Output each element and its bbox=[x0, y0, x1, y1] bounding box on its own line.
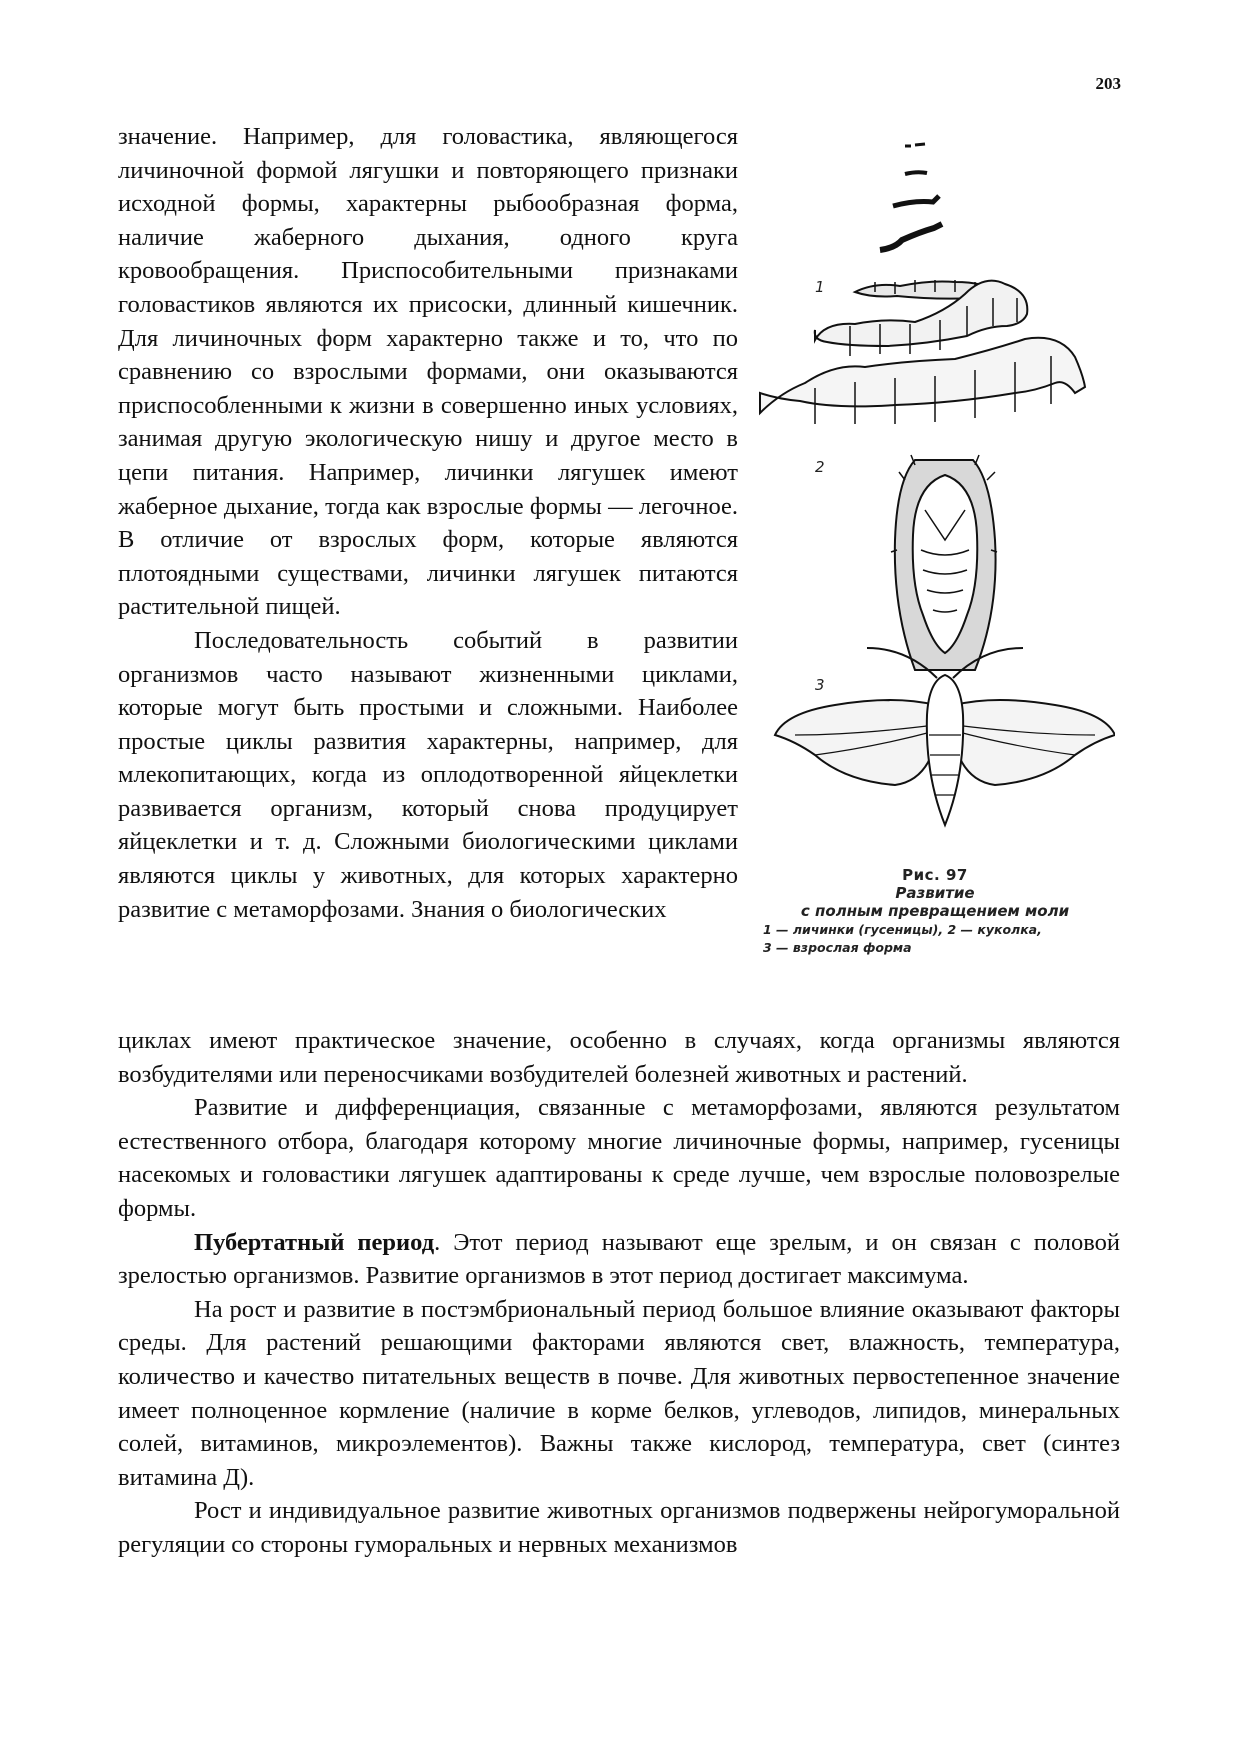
caption-legend-line-2: 3 — взрослая форма bbox=[763, 940, 912, 955]
moth-wing-right bbox=[955, 700, 1115, 785]
paragraph-metamorphosis: Развитие и дифференциация, связанные с метаморфозами, являются результатом естественного отбора, благодаря которому многие личиночные формы, например, гусеницы насекомых и головастики лягушек адаптированы к среде лучше, чем взрослые половозрелые формы. bbox=[118, 1094, 1120, 1222]
figure-moth-development bbox=[755, 130, 1115, 1010]
caption-legend-line-1: 1 — личинки (гусеницы), 2 — куколка, bbox=[763, 922, 1042, 937]
moth-wing-left bbox=[775, 700, 935, 785]
caption-title-line-2: с полным превращением моли bbox=[800, 902, 1070, 920]
larva-stage-d bbox=[880, 224, 942, 250]
paragraph-life-cycles: Последовательность событий в развитии организмов часто называют жизненными циклами, которые могут быть простыми и сложными. Наиболее простые циклы развития характерны, например, для млекопитающих, когда из оплодотворенной яйцеклетки развивается организм, который снова продуцирует яйцеклетки и т. д. Сложными биологическими циклами являются циклы у животных, для которых характерно развитие с метаморфозами. Знания о биологических bbox=[118, 626, 738, 923]
full-width-text bbox=[118, 1024, 1120, 1562]
figure-caption bbox=[755, 866, 1115, 956]
larva-stage-b bbox=[905, 172, 927, 174]
paragraph-larval-features: значение. Например, для головастика, являющегося личиночной формой лягушки и повторяющего признаки исходной формы, характерны рыбообразная форма, наличие жаберного дыхания, одного круга кровообращения. Приспособительными признаками головастиков являются их присоски, длинный кишечник. Для личиночных форм характерно также и то, что по сравнению со взрослыми формами, они оказываются приспособленными к жизни в совершенно иных условиях, занимая другую экологическую нишу и другое место в цепи питания. Например, личинки лягушек имеют жаберное дыхание, тогда как взрослые формы — легочное. В отличие от взрослых форм, которые являются плотоядными существами, личинки лягушек питаются растительной пищей. bbox=[118, 123, 738, 621]
paragraph-neurohumoral-regulation: Рост и индивидуальное развитие животных организмов подвержены нейрогуморальной регуляции со стороны гуморальных и нервных механизмов bbox=[118, 1497, 1120, 1558]
figure-label-1: 1 bbox=[815, 278, 825, 296]
paragraph-environment-factors: На рост и развитие в постэмбриональный период большое влияние оказывают факторы среды. Для растений решающими факторами являются свет, влажность, температура, количество и качество питательных веществ в почве. Для животных первостепенное значение имеет полноценное кормление (наличие в корме белков, углеводов, липидов, минеральных солей, витаминов, микроэлементов). Важны также кислород, температура, свет (синтез витамина Д). bbox=[118, 1295, 1120, 1491]
wrapped-text-column bbox=[118, 120, 738, 926]
figure-label-2: 2 bbox=[815, 458, 825, 476]
puberty-heading: Пубертатный период bbox=[194, 1228, 435, 1256]
paragraph-life-cycles-continued: циклах имеют практическое значение, особенно в случаях, когда организмы являются возбудителями или переносчиками возбудителей болезней животных и растений. bbox=[118, 1027, 1120, 1088]
larva-stage-g bbox=[760, 338, 1085, 413]
puberty-text: . Этот период называют еще зрелым, и он связан с половой зрелостью организмов. Развитие организмов в этот период достигает максимума. bbox=[118, 1228, 1120, 1290]
caption-title-line-1: Развитие bbox=[895, 884, 975, 902]
larva-stage-c bbox=[893, 196, 939, 206]
larva-stage-a bbox=[905, 144, 925, 146]
paragraph-puberty bbox=[118, 1226, 1120, 1293]
moth-development-illustration bbox=[755, 130, 1115, 850]
caption-number: Рис. 97 bbox=[902, 866, 968, 884]
moth-body bbox=[927, 675, 963, 825]
figure-label-3: 3 bbox=[815, 676, 825, 694]
page-number: 203 bbox=[1095, 74, 1121, 93]
